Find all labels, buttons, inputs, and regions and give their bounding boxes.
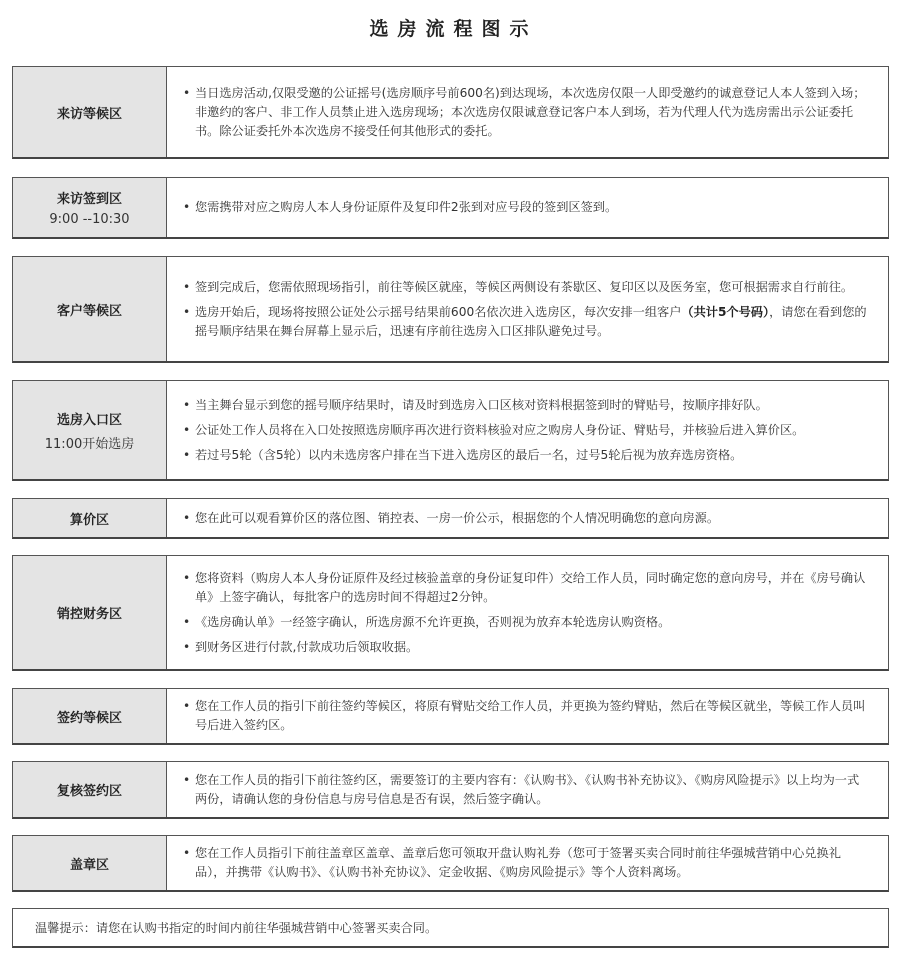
bullet-text: 当日选房活动,仅限受邀的公证摇号(选房顺序号前600名)到达现场，本次选房仅限一人即受邀约的诚意登记人本人签到入场；非邀约的客户、非工作人员禁止进入选房现场；本次选房仅限诚意登记客户本人到场，若为代理人代为选房需出示公证委托书。除公证委托外本次选房不接受任何其他形式的委托。: [195, 85, 866, 138]
bullet-text: 签到完成后，您需依照现场指引，前往等候区就座，等候区两侧设有茶歇区、复印区以及医务室，您可根据需求自行前往。: [195, 279, 854, 294]
bullet-text: 您将资料（购房人本人身份证原件及经过核验盖章的身份证复印件）交给工作人员，同时确定您的意向房号，并在《房号确认单》上签字确认，每批客户的选房时间不得超过2分钟。: [195, 570, 866, 604]
bullet-item: [183, 638, 870, 657]
section-body: [167, 836, 888, 890]
zone-name: 签约等候区: [56, 710, 122, 726]
section-customer-waiting: [12, 256, 889, 363]
zone-name: 客户等候区: [56, 303, 122, 319]
bullet-text: 到财务区进行付款,付款成功后领取收据。: [195, 639, 419, 654]
section-label: [13, 178, 167, 237]
section-visit-signin: [12, 177, 889, 239]
bullet-text: ，请您在看到您的摇号顺序结果在舞台屏幕上显示后，迅速有序前往选房入口区排队避免过号。: [195, 304, 867, 338]
zone-name: 复核签约区: [56, 784, 122, 799]
section-body: [167, 381, 888, 479]
section-label: [13, 836, 167, 890]
section-stamping: [12, 835, 889, 892]
bullet-item: [183, 569, 870, 607]
bullet-text: 您需携带对应之购房人本人身份证原件及复印件2张到对应号段的签到区签到。: [195, 200, 618, 214]
section-label: [13, 499, 167, 537]
section-body: [167, 689, 888, 743]
zone-time: 9:00 --10:30: [49, 212, 130, 227]
section-signing-waiting: [12, 688, 889, 745]
section-label: [13, 762, 167, 817]
bullet-text: 您在工作人员的指引下前往签约区，需要签订的主要内容有：《认购书》、《认购书补充协议》、《购房风险提示》以上均为一式两份，请确认您的身份信息与房号信息是否有误，然后签字确认。: [195, 772, 860, 806]
section-pricing: [12, 498, 889, 539]
bullet-text: 公证处工作人员将在入口处按照选房顺序再次进行资料核验对应之购房人身份证、臂贴号，并核验后进入算价区。: [195, 422, 805, 437]
zone-name: 来访等候区: [56, 106, 122, 122]
bullet-item: [183, 198, 870, 217]
zone-name: 销控财务区: [56, 607, 122, 622]
section-label: [13, 67, 167, 157]
zone-name: 来访签到区: [56, 192, 122, 207]
bullet-text: （共计5个号码）: [681, 304, 770, 319]
bullet-text: 选房开始后，现场将按照公证处公示摇号结果前600名依次进入选房区，每次安排一组客户: [195, 304, 682, 319]
section-sales-finance: [12, 555, 889, 671]
bullet-item: [183, 446, 870, 465]
bullet-text: 您在此可以观看算价区的落位图、销控表、一房一价公示，根据您的个人情况明确您的意向房源。: [195, 510, 720, 525]
bullet-text: 您在工作人员的指引下前往签约等候区，将原有臂贴交给工作人员，并更换为签约臂贴，然后在等候区就坐，等候工作人员叫号后进入签约区。: [195, 699, 866, 732]
bullet-text: 当主舞台显示到您的摇号顺序结果时，请及时到选房入口区核对资料根据签到时的臂贴号，按顺序排好队。: [195, 397, 768, 412]
section-selection-entrance: [12, 380, 889, 481]
bullet-item: [183, 396, 870, 415]
bullet-item: [183, 84, 870, 141]
warm-tip: 温馨提示：请您在认购书指定的时间内前往华强城营销中心签署买卖合同。: [12, 908, 889, 948]
section-body: [167, 67, 888, 157]
bullet-item: [183, 844, 870, 882]
zone-name: 算价区: [69, 512, 109, 528]
section-body: [167, 178, 888, 237]
section-label: [13, 689, 167, 743]
section-label: [13, 257, 167, 361]
section-label: [13, 556, 167, 669]
section-body: [167, 556, 888, 669]
bullet-text: 您在工作人员指引下前往盖章区盖章、盖章后您可领取开盘认购礼券（您可于签署买卖合同时前往华强城营销中心兑换礼品），并携带《认购书》、《认购书补充协议》、定金收据、《购房风险提示》等个人资料离场。: [195, 846, 841, 879]
zone-name: 选房入口区: [56, 412, 122, 428]
bullet-item: [183, 771, 870, 809]
bullet-item: [183, 697, 870, 735]
zone-name: 盖章区: [69, 857, 109, 873]
section-review-signing: [12, 761, 889, 819]
bullet-item: [183, 421, 870, 440]
bullet-item: [183, 509, 870, 528]
page-title: 选房流程图示: [369, 18, 538, 40]
bullet-item: [183, 303, 870, 341]
bullet-text: 若过号5轮（含5轮）以内未选房客户排在当下进入选房区的最后一名，过号5轮后视为放弃选房资格。: [195, 447, 743, 462]
section-body: [167, 762, 888, 817]
section-visit-waiting: [12, 66, 889, 159]
section-label: [13, 381, 167, 479]
bullet-item: [183, 613, 870, 632]
zone-time: 11:00开始选房: [44, 436, 135, 452]
bullet-text: 《选房确认单》一经签字确认，所选房源不允许更换，否则视为放弃本轮选房认购资格。: [195, 614, 671, 629]
section-body: [167, 257, 888, 361]
section-body: [167, 499, 888, 537]
bullet-item: [183, 278, 870, 297]
